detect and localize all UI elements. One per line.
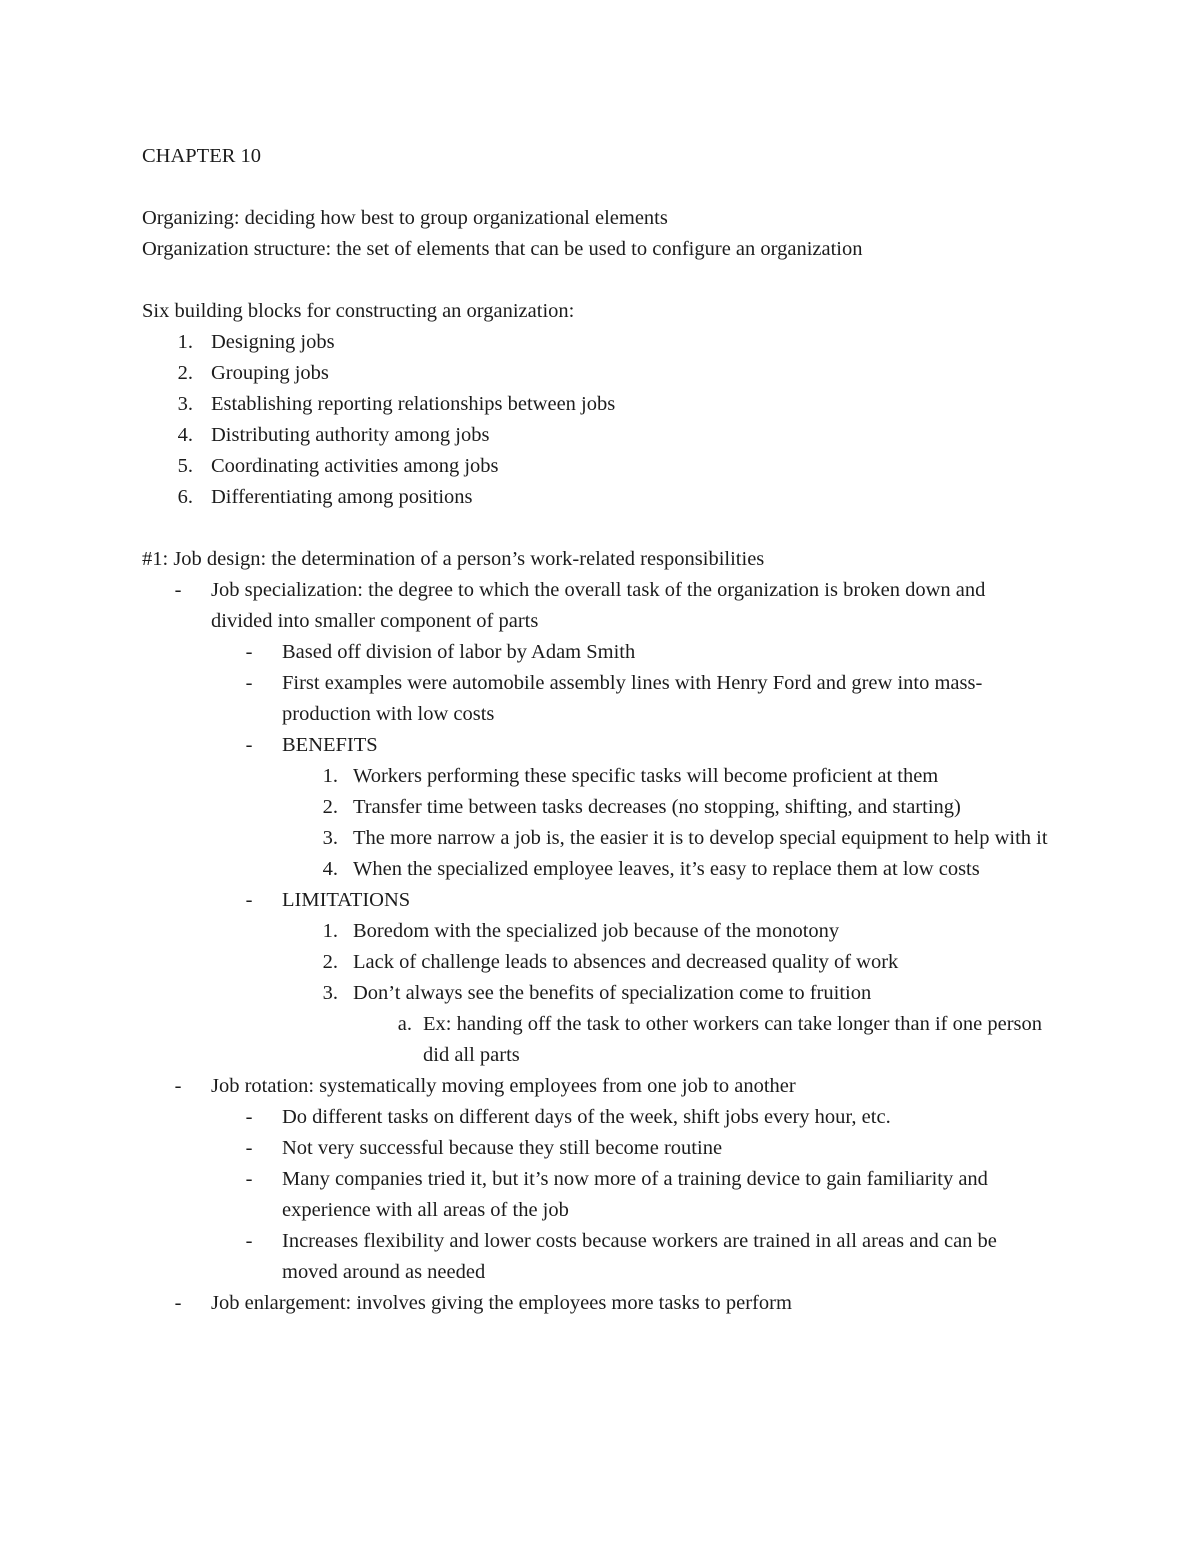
limitation-text: Boredom with the specialized job because of the monotony <box>353 920 840 942</box>
benefit-item <box>142 792 1062 823</box>
sub-bullet <box>142 1164 1062 1226</box>
bullet-text: Job rotation: systematically moving employees from one job to another <box>211 1075 796 1097</box>
limitations-label: LIMITATIONS <box>282 889 411 911</box>
limitation-item <box>142 978 1062 1009</box>
list-marker: 3. <box>322 982 338 1004</box>
building-blocks-heading: Six building blocks for constructing an organization: <box>142 300 575 322</box>
sub-bullet-text: Many companies tried it, but it’s now more of a training device to gain familiarity and experience with all areas of the job <box>282 1168 988 1221</box>
benefit-text: The more narrow a job is, the easier it is to develop special equipment to help with it <box>353 827 1048 849</box>
list-marker: 4. <box>322 858 338 880</box>
example-text: Ex: handing off the task to other workers can take longer than if one person did all parts <box>423 1013 1042 1066</box>
dash-marker: - <box>174 579 182 601</box>
sub-bullet-text: Not very successful because they still become routine <box>282 1137 723 1159</box>
dash-marker: - <box>174 1292 182 1314</box>
list-marker: 6. <box>177 486 193 508</box>
bullet-job-rotation <box>142 1071 1062 1102</box>
list-item-text: Designing jobs <box>211 331 335 353</box>
benefit-item <box>142 854 1062 885</box>
list-item <box>142 420 1062 451</box>
job-design-heading: #1: Job design: the determination of a person’s work-related responsibilities <box>142 548 765 570</box>
benefit-text: Workers performing these specific tasks will become proficient at them <box>353 765 939 787</box>
list-item <box>142 482 1062 513</box>
list-item-text: Grouping jobs <box>211 362 329 384</box>
sub-bullet-limitations <box>142 885 1062 916</box>
sub-bullet-text: Increases flexibility and lower costs because workers are trained in all areas and can be moved around as needed <box>282 1230 997 1283</box>
dash-marker: - <box>245 641 253 663</box>
dash-marker: - <box>245 1137 253 1159</box>
bullet-job-enlargement <box>142 1288 1062 1319</box>
sub-bullet-benefits <box>142 730 1062 761</box>
list-marker: 2. <box>322 951 338 973</box>
limitation-text: Lack of challenge leads to absences and decreased quality of work <box>353 951 899 973</box>
dash-marker: - <box>245 1230 253 1252</box>
list-marker: 1. <box>322 920 338 942</box>
benefits-label: BENEFITS <box>282 734 378 756</box>
list-item-text: Establishing reporting relationships between jobs <box>211 393 616 415</box>
list-marker: 2. <box>177 362 193 384</box>
list-marker: 3. <box>177 393 193 415</box>
benefit-item <box>142 823 1062 854</box>
list-marker: 3. <box>322 827 338 849</box>
benefit-text: When the specialized employee leaves, it’s easy to replace them at low costs <box>353 858 980 880</box>
benefit-item <box>142 761 1062 792</box>
list-item <box>142 451 1062 482</box>
benefit-text: Transfer time between tasks decreases (no stopping, shifting, and starting) <box>353 796 961 818</box>
document-body <box>142 141 1062 1319</box>
list-item <box>142 389 1062 420</box>
bullet-text: Job enlargement: involves giving the employees more tasks to perform <box>211 1292 792 1314</box>
sub-bullet <box>142 1102 1062 1133</box>
definition-organization-structure: Organization structure: the set of elements that can be used to configure an organization <box>142 238 863 260</box>
list-marker: 1. <box>322 765 338 787</box>
list-marker: 2. <box>322 796 338 818</box>
list-item-text: Differentiating among positions <box>211 486 473 508</box>
list-marker: 4. <box>177 424 193 446</box>
sub-bullet-text: First examples were automobile assembly lines with Henry Ford and grew into mass-production with low costs <box>282 672 983 725</box>
sub-bullet-text: Do different tasks on different days of the week, shift jobs every hour, etc. <box>282 1106 891 1128</box>
example-item <box>142 1009 1062 1071</box>
limitation-item <box>142 916 1062 947</box>
limitation-item <box>142 947 1062 978</box>
sub-bullet <box>142 1133 1062 1164</box>
list-item <box>142 358 1062 389</box>
bullet-job-specialization <box>142 575 1062 637</box>
limitation-text: Don’t always see the benefits of specialization come to fruition <box>353 982 872 1004</box>
bullet-text: Job specialization: the degree to which the overall task of the organization is broken down and divided into smaller component of parts <box>211 579 986 632</box>
list-marker: 1. <box>177 331 193 353</box>
list-marker: 5. <box>177 455 193 477</box>
list-item-text: Coordinating activities among jobs <box>211 455 499 477</box>
dash-marker: - <box>245 1106 253 1128</box>
list-marker: a. <box>397 1013 412 1035</box>
sub-bullet <box>142 1226 1062 1288</box>
dash-marker: - <box>245 734 253 756</box>
sub-bullet <box>142 637 1062 668</box>
sub-bullet <box>142 668 1062 730</box>
dash-marker: - <box>174 1075 182 1097</box>
sub-bullet-text: Based off division of labor by Adam Smith <box>282 641 636 663</box>
dash-marker: - <box>245 1168 253 1190</box>
list-item <box>142 327 1062 358</box>
dash-marker: - <box>245 889 253 911</box>
list-item-text: Distributing authority among jobs <box>211 424 490 446</box>
chapter-title: CHAPTER 10 <box>142 145 262 167</box>
dash-marker: - <box>245 672 253 694</box>
definition-organizing: Organizing: deciding how best to group organizational elements <box>142 207 668 229</box>
